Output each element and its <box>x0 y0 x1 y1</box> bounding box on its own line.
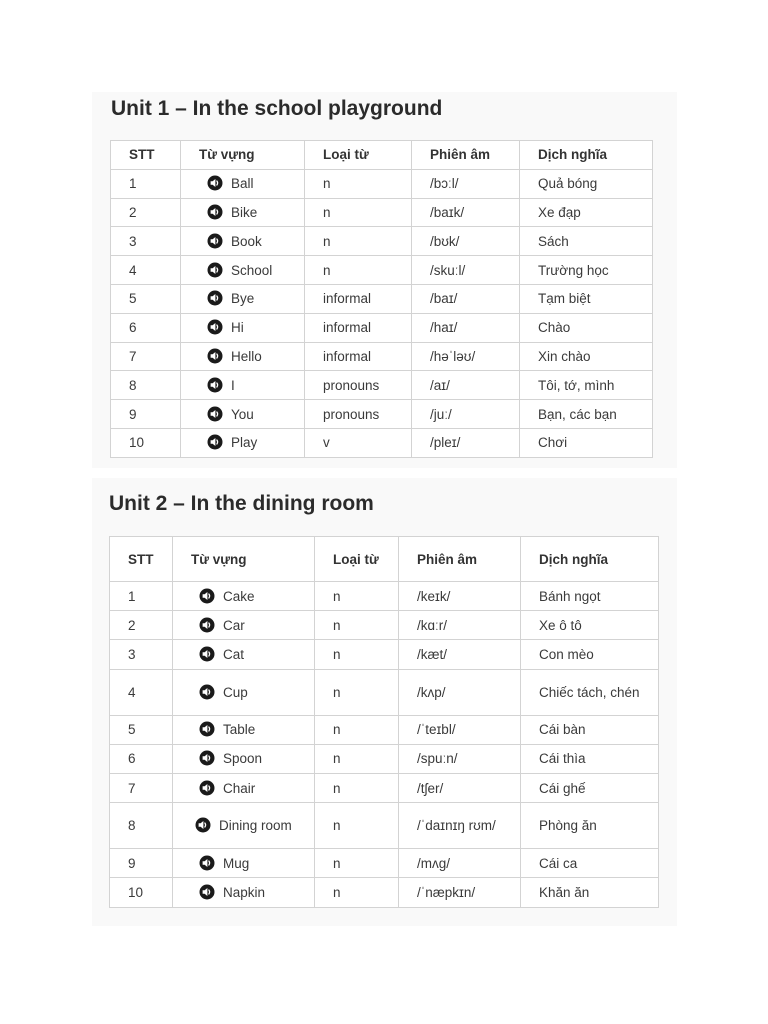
unit-2-vocab-table <box>109 536 659 908</box>
vocab-word: Play <box>231 435 258 451</box>
table-row <box>111 227 653 256</box>
unit-1-vocab-table <box>110 140 653 458</box>
stt-cell: 5 <box>111 284 181 313</box>
word-cell <box>173 849 315 878</box>
phonetic-cell: /aɪ/ <box>412 371 520 400</box>
word-type-cell: n <box>315 849 399 878</box>
meaning-cell: Con mèo <box>521 640 659 669</box>
table-row <box>111 256 653 285</box>
phonetic-cell: /haɪ/ <box>412 313 520 342</box>
word-type-cell: v <box>305 428 412 457</box>
meaning-cell: Xin chào <box>520 342 653 371</box>
unit-1-title: Unit 1 – In the school playground <box>111 97 443 120</box>
word-type-cell: n <box>315 640 399 669</box>
phonetic-header: Phiên âm <box>399 537 521 582</box>
speaker-icon[interactable] <box>199 684 215 700</box>
word-type-cell: n <box>305 198 412 227</box>
word-type-header: Loại từ <box>305 141 412 170</box>
word-type-cell: n <box>305 256 412 285</box>
word-cell <box>181 169 305 198</box>
word-type-cell: pronouns <box>305 371 412 400</box>
table-row <box>110 878 659 907</box>
stt-cell: 1 <box>110 582 173 611</box>
meaning-cell: Bạn, các bạn <box>520 400 653 429</box>
speaker-icon[interactable] <box>207 377 223 393</box>
stt-cell: 1 <box>111 169 181 198</box>
speaker-icon[interactable] <box>199 884 215 900</box>
stt-cell: 10 <box>111 428 181 457</box>
table-row <box>111 371 653 400</box>
vocab-word: Napkin <box>223 884 266 900</box>
vocab-word: Book <box>231 233 262 249</box>
word-cell <box>181 256 305 285</box>
stt-cell: 7 <box>111 342 181 371</box>
table-row <box>110 773 659 802</box>
phonetic-cell: /kæt/ <box>399 640 521 669</box>
meaning-cell: Trường học <box>520 256 653 285</box>
speaker-icon[interactable] <box>199 855 215 871</box>
word-header: Từ vựng <box>181 141 305 170</box>
stt-cell: 8 <box>110 803 173 849</box>
phonetic-cell: /ˈdaɪnɪŋ rʊm/ <box>399 803 521 849</box>
phonetic-cell: /mʌg/ <box>399 849 521 878</box>
phonetic-cell: /bɔːl/ <box>412 169 520 198</box>
word-type-cell: n <box>315 878 399 907</box>
speaker-icon[interactable] <box>207 406 223 422</box>
unit-1-section <box>92 92 677 468</box>
vocab-word: Bike <box>231 204 258 220</box>
stt-cell: 9 <box>110 849 173 878</box>
word-type-cell: informal <box>305 313 412 342</box>
word-header: Từ vựng <box>173 537 315 582</box>
stt-header: STT <box>110 537 173 582</box>
phonetic-cell: /keɪk/ <box>399 582 521 611</box>
meaning-cell: Cái ca <box>521 849 659 878</box>
stt-cell: 3 <box>110 640 173 669</box>
word-type-header: Loại từ <box>315 537 399 582</box>
stt-cell: 3 <box>111 227 181 256</box>
speaker-icon[interactable] <box>207 204 223 220</box>
word-type-cell: n <box>315 582 399 611</box>
meaning-cell: Cái bàn <box>521 715 659 744</box>
table-row <box>110 582 659 611</box>
speaker-icon[interactable] <box>199 617 215 633</box>
phonetic-cell: /baɪk/ <box>412 198 520 227</box>
word-type-cell: n <box>315 669 399 715</box>
table-row <box>111 169 653 198</box>
word-type-cell: pronouns <box>305 400 412 429</box>
meaning-cell: Chơi <box>520 428 653 457</box>
stt-header: STT <box>111 141 181 170</box>
stt-cell: 8 <box>111 371 181 400</box>
phonetic-header: Phiên âm <box>412 141 520 170</box>
word-type-cell: n <box>305 169 412 198</box>
table-row <box>110 803 659 849</box>
word-cell <box>181 342 305 371</box>
phonetic-cell: /skuːl/ <box>412 256 520 285</box>
speaker-icon[interactable] <box>199 646 215 662</box>
word-cell <box>173 803 315 849</box>
speaker-icon[interactable] <box>207 434 223 450</box>
phonetic-cell: /ˈteɪbl/ <box>399 715 521 744</box>
phonetic-cell: /baɪ/ <box>412 284 520 313</box>
speaker-icon[interactable] <box>207 319 223 335</box>
table-row <box>110 669 659 715</box>
word-cell <box>181 198 305 227</box>
word-cell <box>181 284 305 313</box>
vocab-word: Mug <box>223 855 250 871</box>
vocab-word: Car <box>223 617 245 633</box>
table-row <box>110 640 659 669</box>
meaning-cell: Chào <box>520 313 653 342</box>
word-type-cell: n <box>315 611 399 640</box>
vocab-word: Cup <box>223 684 248 700</box>
table-header-row <box>111 141 653 170</box>
stt-cell: 6 <box>111 313 181 342</box>
vocab-word: Hi <box>231 320 244 336</box>
vocab-word: Ball <box>231 176 254 192</box>
speaker-icon[interactable] <box>207 290 223 306</box>
word-cell <box>181 371 305 400</box>
word-cell <box>181 400 305 429</box>
word-cell <box>173 773 315 802</box>
stt-cell: 7 <box>110 773 173 802</box>
meaning-header: Dịch nghĩa <box>520 141 653 170</box>
word-cell <box>173 640 315 669</box>
table-row <box>111 313 653 342</box>
meaning-cell: Phòng ăn <box>521 803 659 849</box>
table-row <box>111 428 653 457</box>
word-type-cell: informal <box>305 284 412 313</box>
stt-cell: 5 <box>110 715 173 744</box>
unit-2-section <box>92 478 677 926</box>
vocab-word: Dining room <box>219 818 292 834</box>
table-header-row <box>110 537 659 582</box>
stt-cell: 10 <box>110 878 173 907</box>
meaning-cell: Cái ghế <box>521 773 659 802</box>
speaker-icon[interactable] <box>207 175 223 191</box>
word-cell <box>173 744 315 773</box>
word-type-cell: n <box>305 227 412 256</box>
meaning-cell: Bánh ngọt <box>521 582 659 611</box>
table-row <box>111 400 653 429</box>
unit-2-title: Unit 2 – In the dining room <box>109 492 374 515</box>
word-cell <box>173 582 315 611</box>
word-type-cell: n <box>315 803 399 849</box>
meaning-cell: Khăn ăn <box>521 878 659 907</box>
phonetic-cell: /kɑːr/ <box>399 611 521 640</box>
word-type-cell: informal <box>305 342 412 371</box>
phonetic-cell: /ˈnæpkɪn/ <box>399 878 521 907</box>
table-row <box>111 342 653 371</box>
speaker-icon[interactable] <box>199 780 215 796</box>
speaker-icon[interactable] <box>199 721 215 737</box>
meaning-cell: Chiếc tách, chén <box>521 669 659 715</box>
meaning-cell: Cái thìa <box>521 744 659 773</box>
phonetic-cell: /juː/ <box>412 400 520 429</box>
word-cell <box>173 611 315 640</box>
word-type-cell: n <box>315 715 399 744</box>
table-row <box>111 284 653 313</box>
phonetic-cell: /pleɪ/ <box>412 428 520 457</box>
stt-cell: 4 <box>110 669 173 715</box>
speaker-icon[interactable] <box>195 817 211 833</box>
table-row <box>110 744 659 773</box>
meaning-header: Dịch nghĩa <box>521 537 659 582</box>
stt-cell: 6 <box>110 744 173 773</box>
stt-cell: 2 <box>111 198 181 227</box>
word-cell <box>173 878 315 907</box>
word-cell <box>181 227 305 256</box>
meaning-cell: Tôi, tớ, mình <box>520 371 653 400</box>
vocab-word: Cake <box>223 588 255 604</box>
phonetic-cell: /spuːn/ <box>399 744 521 773</box>
phonetic-cell: /kʌp/ <box>399 669 521 715</box>
word-type-cell: n <box>315 773 399 802</box>
speaker-icon[interactable] <box>207 262 223 278</box>
table-row <box>110 611 659 640</box>
vocab-word: I <box>231 377 235 393</box>
vocab-word: You <box>231 406 254 422</box>
word-cell <box>181 428 305 457</box>
phonetic-cell: /həˈləʊ/ <box>412 342 520 371</box>
meaning-cell: Sách <box>520 227 653 256</box>
stt-cell: 9 <box>111 400 181 429</box>
speaker-icon[interactable] <box>207 348 223 364</box>
meaning-cell: Xe ô tô <box>521 611 659 640</box>
word-cell <box>173 669 315 715</box>
word-cell <box>173 715 315 744</box>
phonetic-cell: /bʊk/ <box>412 227 520 256</box>
meaning-cell: Tạm biệt <box>520 284 653 313</box>
stt-cell: 2 <box>110 611 173 640</box>
table-row <box>110 849 659 878</box>
word-cell <box>181 313 305 342</box>
vocab-word: Cat <box>223 646 245 662</box>
vocab-word: Table <box>223 722 256 738</box>
speaker-icon[interactable] <box>199 588 215 604</box>
table-row <box>110 715 659 744</box>
vocab-word: School <box>231 262 273 278</box>
speaker-icon[interactable] <box>199 750 215 766</box>
vocab-word: Chair <box>223 780 256 796</box>
phonetic-cell: /tʃer/ <box>399 773 521 802</box>
meaning-cell: Quả bóng <box>520 169 653 198</box>
table-row <box>111 198 653 227</box>
vocab-word: Hello <box>231 348 262 364</box>
speaker-icon[interactable] <box>207 233 223 249</box>
vocab-word: Spoon <box>223 751 263 767</box>
meaning-cell: Xe đạp <box>520 198 653 227</box>
stt-cell: 4 <box>111 256 181 285</box>
vocab-word: Bye <box>231 291 255 307</box>
word-type-cell: n <box>315 744 399 773</box>
